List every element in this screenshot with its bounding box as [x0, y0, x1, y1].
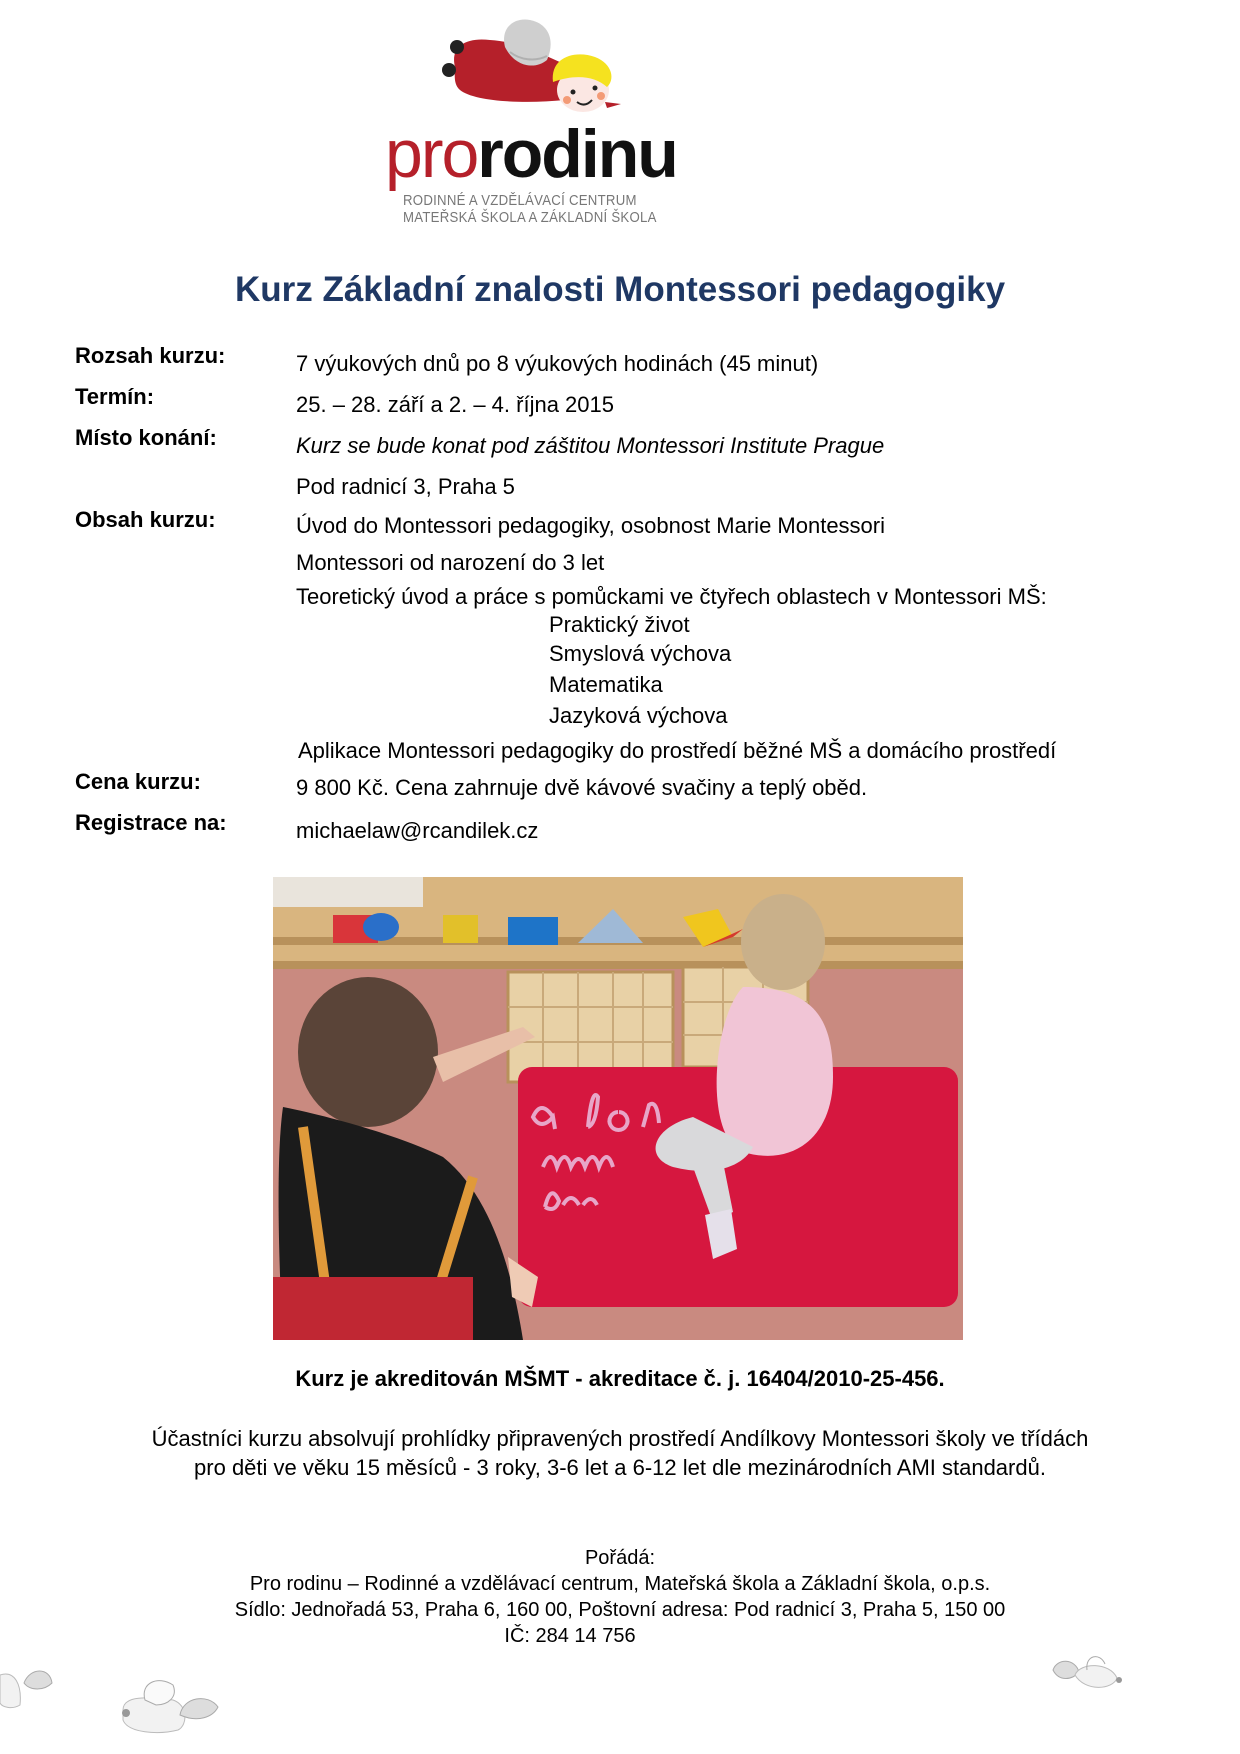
scope-value: 7 výukových dnů po 8 výukových hodinách (45 minut) [296, 351, 819, 376]
montessori-photo [273, 877, 963, 1340]
venue-value-line2: Pod radnicí 3, Praha 5 [296, 474, 515, 499]
content-area: Praktický život [549, 612, 690, 637]
footer-ic: IČ: 284 14 756 [504, 1625, 636, 1647]
content-area: Jazyková výchova [549, 703, 728, 728]
content-area: Matematika [549, 672, 663, 697]
logo-word-rodinu: rodinu [477, 116, 677, 192]
price-value: 9 800 Kč. Cena zahrnuje dvě kávové svačiny a teplý oběd. [296, 775, 868, 800]
logo-subtitle [403, 192, 657, 226]
price-label: Cena kurzu: [75, 769, 201, 794]
registration-label: Registrace na: [75, 810, 227, 835]
content-line: Úvod do Montessori pedagogiky, osobnost Marie Montessori [296, 513, 886, 538]
flying-angel-icon [435, 12, 635, 122]
footer-heading: Pořádá: [584, 1547, 656, 1569]
logo-subtitle-line1: RODINNÉ A VZDĚLÁVACÍ CENTRUM [403, 192, 637, 209]
prorodinu-logo [385, 12, 705, 226]
paragraph-line1: Účastníci kurzu absolvují prohlídky připravených prostředí Andílkovy Montessori školy ve třídách [151, 1426, 1089, 1451]
footer-org: Pro rodinu – Rodinné a vzdělávací centrum, Mateřská škola a Základní škola, o.p.s. [249, 1573, 991, 1595]
page-title: Kurz Základní znalosti Montessori pedagogiky [234, 270, 1006, 309]
photo-illustration [273, 877, 963, 1340]
scope-label: Rozsah kurzu: [75, 343, 226, 368]
angel-doodle-icon [118, 1675, 228, 1740]
info-row-price [75, 766, 1195, 810]
content-area: Smyslová výchova [549, 641, 732, 666]
content-line: Teoretický úvod a práce s pomůckami ve čtyřech oblastech v Montessori MŠ: [296, 584, 1047, 609]
info-row-scope [75, 343, 1195, 384]
accreditation-note: Kurz je akreditován MŠMT - akreditace č. j. 16404/2010-25-456. [295, 1366, 945, 1391]
participants-paragraph [70, 1424, 1170, 1482]
logo-wordmark [385, 116, 677, 192]
paragraph-line2: pro děti ve věku 15 měsíců - 3 roky, 3-6 let a 6-12 let dle mezinárodních AMI standardů. [194, 1455, 1046, 1480]
course-info [75, 343, 1195, 851]
angel-doodle-icon [0, 1665, 60, 1715]
logo-subtitle-line2: MATEŘSKÁ ŠKOLA A ZÁKLADNÍ ŠKOLA [403, 209, 657, 226]
angel-doodle-icon [1045, 1650, 1125, 1700]
info-row-term [75, 384, 1195, 425]
registration-email[interactable]: michaelaw@rcandilek.cz [296, 818, 539, 843]
term-label: Termín: [75, 384, 155, 409]
content-last-line: Aplikace Montessori pedagogiky do prostředí běžné MŠ a domácího prostředí [298, 738, 1057, 763]
info-row-registration [75, 810, 1195, 851]
footer-address: Sídlo: Jednořadá 53, Praha 6, 160 00, Poštovní adresa: Pod radnicí 3, Praha 5, 150 00 [234, 1599, 1006, 1621]
content-line: Montessori od narození do 3 let [296, 550, 605, 575]
logo-word-pro: pro [385, 116, 478, 192]
info-row-content [75, 507, 1195, 770]
venue-value-line1: Kurz se bude konat pod záštitou Montessori Institute Prague [296, 433, 885, 458]
info-row-venue [75, 425, 1195, 507]
organizer-footer [0, 1545, 1240, 1649]
venue-label: Místo konání: [75, 425, 217, 450]
content-label: Obsah kurzu: [75, 507, 216, 532]
term-value: 25. – 28. září a 2. – 4. října 2015 [296, 392, 614, 417]
